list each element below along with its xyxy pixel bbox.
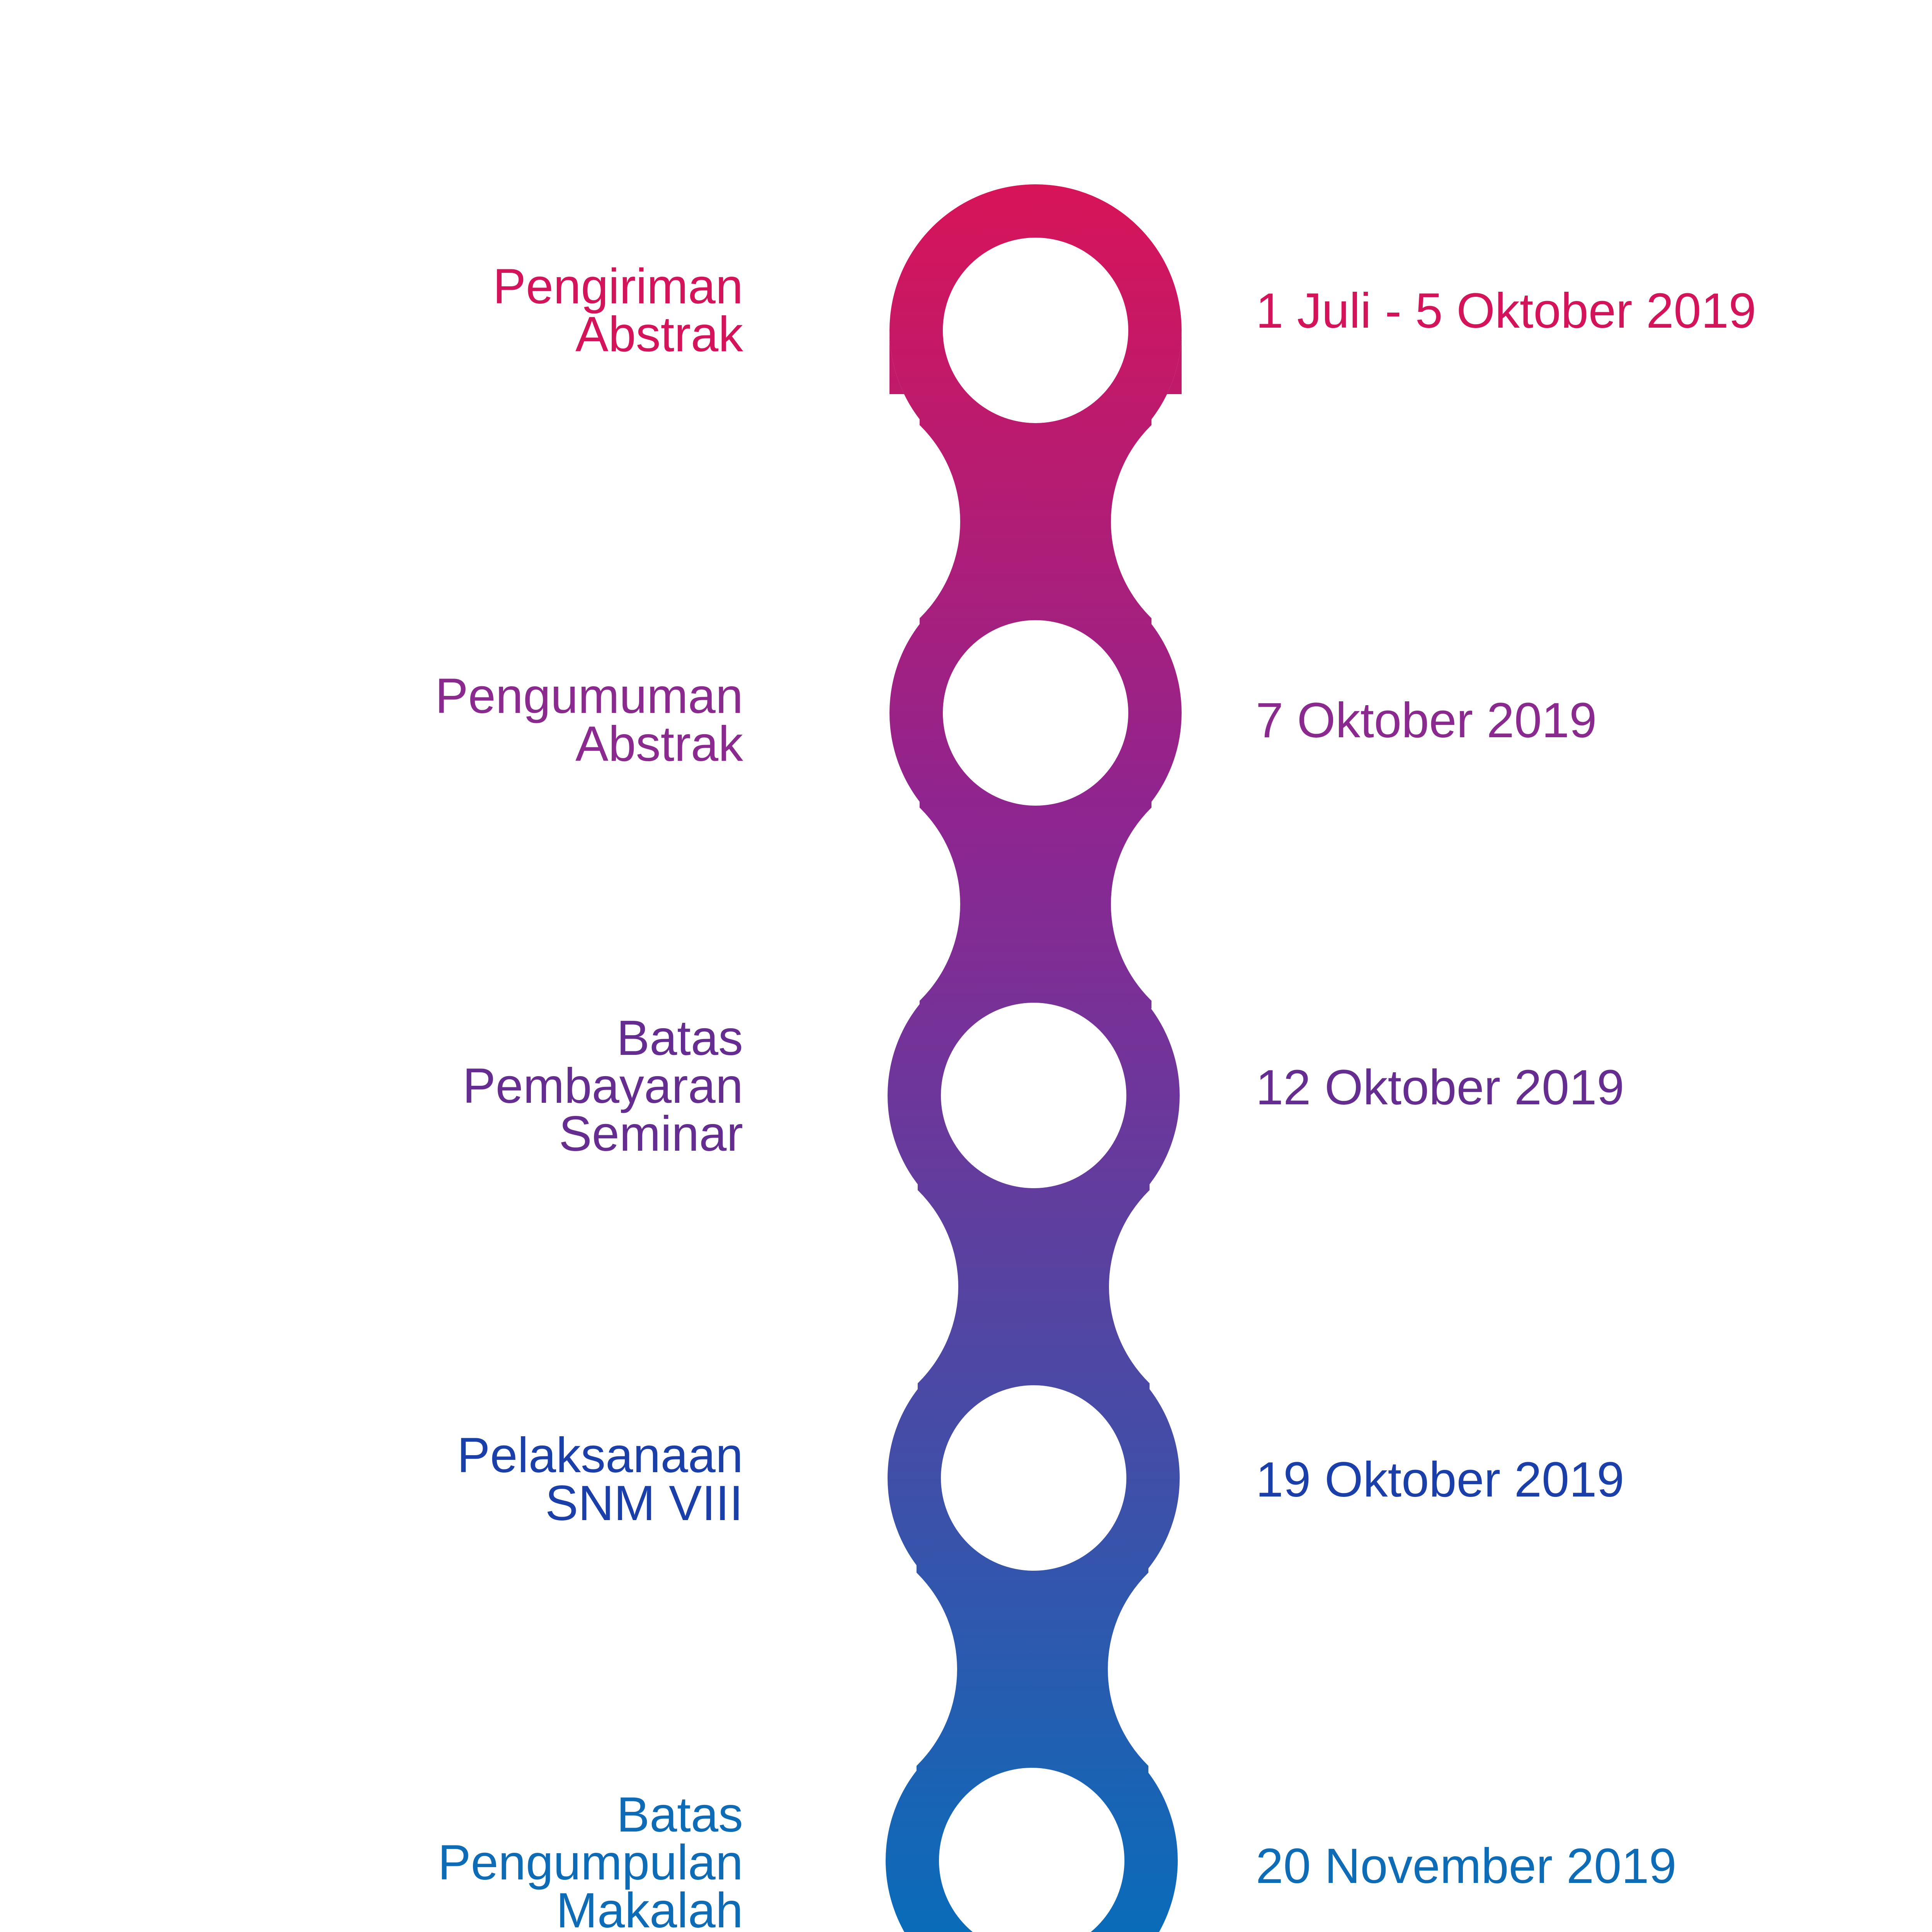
event-date-3: 12 Oktober 2019 — [1256, 1060, 1624, 1115]
event-date-1: 1 Juli - 5 Oktober 2019 — [1256, 283, 1756, 338]
event-title-4-line-2: SNM VIII — [545, 1476, 743, 1531]
event-title-2 — [202, 668, 743, 772]
event-title-1-line-1: Pengiriman — [493, 259, 743, 314]
event-title-3-line-1: Batas — [616, 1010, 743, 1066]
event-title-4-line-1: Pelaksanaan — [457, 1428, 743, 1483]
event-title-1 — [202, 259, 743, 362]
event-title-5 — [202, 1787, 743, 1932]
event-title-5-line-1: Batas — [616, 1787, 743, 1842]
event-title-5-line-2: Pengumpulan — [438, 1835, 743, 1890]
event-title-3-line-3: Seminar — [559, 1106, 743, 1162]
event-title-3 — [202, 1010, 743, 1162]
event-title-1-line-2: Abstrak — [575, 307, 743, 362]
event-title-2-line-2: Abstrak — [575, 716, 743, 772]
event-title-4 — [202, 1428, 743, 1531]
event-date-4: 19 Oktober 2019 — [1256, 1452, 1624, 1507]
event-title-2-line-1: Pengumuman — [435, 668, 743, 724]
event-title-5-line-3: Makalah — [556, 1883, 743, 1932]
event-date-2: 7 Oktober 2019 — [1256, 693, 1597, 748]
event-date-5: 20 November 2019 — [1256, 1838, 1677, 1894]
event-title-3-line-2: Pembayaran — [463, 1058, 743, 1114]
